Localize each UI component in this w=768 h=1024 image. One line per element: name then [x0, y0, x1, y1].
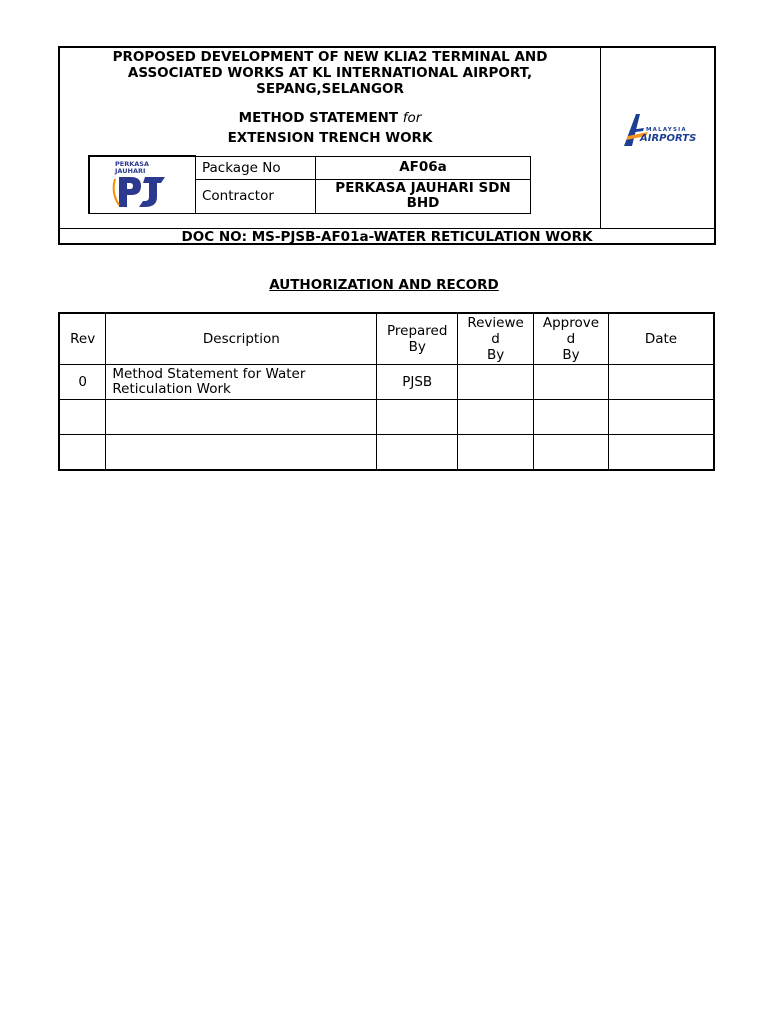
pj-logo-text-top: PERKASA: [114, 159, 149, 168]
package-no-value: AF06a: [316, 156, 531, 179]
malaysia-airports-logo: [618, 110, 698, 150]
pj-swoosh-icon: [113, 179, 118, 205]
header-divider-vertical: [600, 48, 601, 228]
header-prepared-by: [377, 313, 458, 365]
cell-prepared: PJSB: [377, 365, 458, 400]
cell-description: [106, 435, 377, 471]
table-header-row: [59, 313, 714, 365]
section-title: AUTHORIZATION AND RECORD: [269, 277, 499, 293]
cell-approved: [534, 365, 609, 400]
cell-description: [106, 400, 377, 435]
title-line-1: PROPOSED DEVELOPMENT OF NEW KLIA2 TERMINAL AND: [112, 49, 548, 65]
contractor-value: [316, 179, 531, 213]
cell-reviewed: [458, 435, 534, 471]
header-reviewed-line-2: d: [491, 331, 500, 347]
package-no-label: Package No: [196, 156, 316, 179]
pj-letter-j-icon: [139, 177, 165, 207]
header-prepared-line-1: Prepared: [386, 323, 448, 339]
method-statement-label: METHOD STATEMENT: [238, 110, 399, 126]
document-header: [58, 46, 716, 245]
pj-crescent-icon: [154, 163, 166, 175]
cell-date: [608, 435, 714, 471]
pj-letter-p-icon: [119, 177, 141, 207]
header-description: Description: [106, 313, 377, 365]
cell-date: [608, 400, 714, 435]
cell-date: [608, 365, 714, 400]
cell-approved: [534, 400, 609, 435]
cell-prepared: [377, 435, 458, 471]
table-row: [59, 365, 714, 400]
pj-logo-cell: [89, 156, 196, 213]
title-line-3: SEPANG,SELANGOR: [256, 81, 404, 97]
cell-rev: [59, 435, 106, 471]
perkasa-jauhari-logo: [107, 159, 179, 211]
header-rev: Rev: [59, 313, 106, 365]
header-approved-line-2: d: [566, 331, 576, 347]
contractor-value-line-2: BHD: [406, 195, 440, 211]
cell-description-line-2: Reticulation Work: [112, 381, 231, 397]
cell-description-line-1: Method Statement for Water: [112, 366, 306, 382]
header-date: Date: [608, 313, 714, 365]
cell-reviewed: [458, 400, 534, 435]
ma-logo-text-bottom: AIRPORTS: [640, 133, 697, 144]
header-reviewed-line-3: By: [486, 347, 505, 363]
header-reviewed-line-1: Reviewe: [467, 315, 524, 331]
header-approved-by: [534, 313, 609, 365]
cell-approved: [534, 435, 609, 471]
method-for-word: for: [402, 110, 422, 126]
work-title: EXTENSION TRENCH WORK: [227, 130, 433, 146]
method-statement-heading: [60, 110, 600, 126]
cell-reviewed: [458, 365, 534, 400]
cell-rev: 0: [59, 365, 106, 400]
pj-logo-text-mid: JAUHARI: [114, 166, 145, 175]
table-row: [59, 400, 714, 435]
header-reviewed-by: [458, 313, 534, 365]
contractor-label: Contractor: [196, 179, 316, 213]
project-title: [60, 49, 600, 97]
header-approved-line-3: By: [562, 347, 580, 363]
table-row: [59, 435, 714, 471]
ma-logo-text-top: MALAYSIA: [646, 127, 687, 133]
authorization-table: [58, 312, 715, 471]
header-approved-line-1: Approve: [542, 315, 600, 331]
header-prepared-line-2: By: [408, 339, 426, 355]
cell-description: [106, 365, 377, 400]
title-line-2: ASSOCIATED WORKS AT KL INTERNATIONAL AIRPORT,: [127, 65, 533, 81]
document-number: DOC NO: MS-PJSB-AF01a-WATER RETICULATION WORK: [181, 229, 593, 245]
cell-rev: [59, 400, 106, 435]
contractor-value-line-1: PERKASA JAUHARI SDN: [335, 180, 511, 196]
package-table: [88, 155, 531, 214]
cell-prepared: [377, 400, 458, 435]
